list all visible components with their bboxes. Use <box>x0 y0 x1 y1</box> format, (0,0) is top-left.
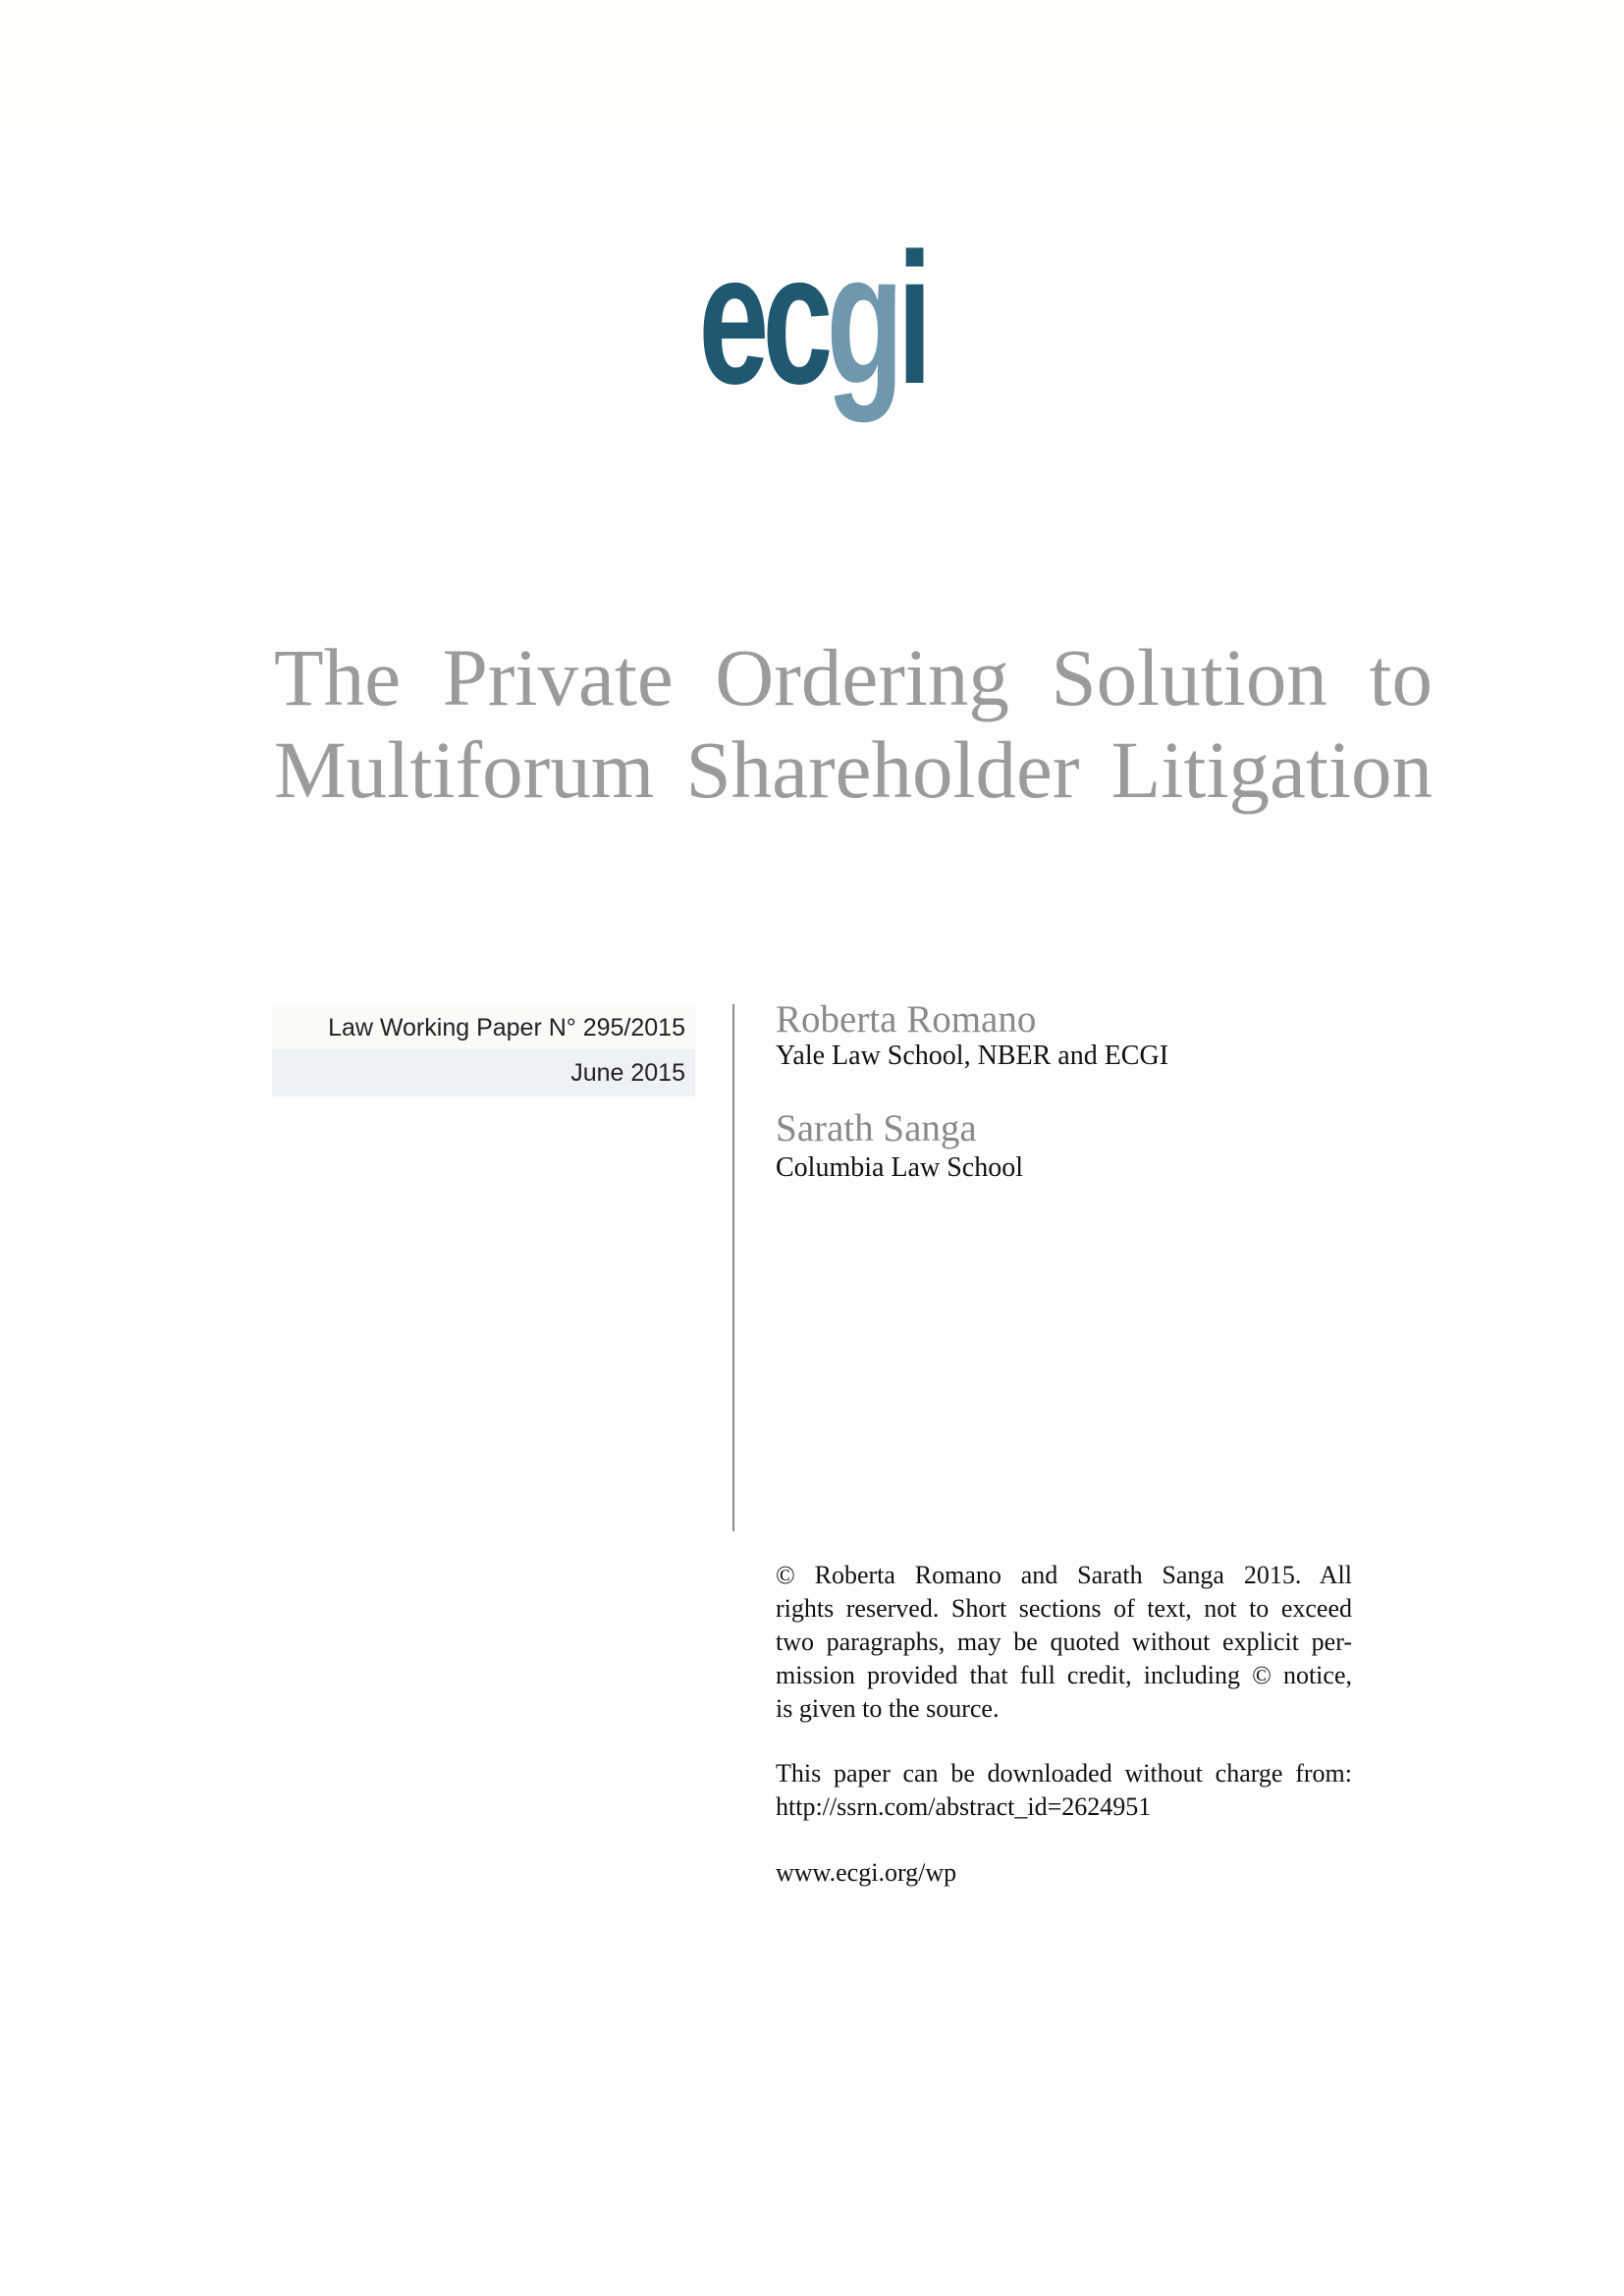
paper-title <box>274 631 1433 816</box>
copyright-line: rights reserved. Short sections of text, not to exceed <box>776 1594 1352 1623</box>
logo-letter-c: c <box>762 215 827 423</box>
ecgi-logo <box>0 215 1624 423</box>
logo-wordmark <box>698 215 926 423</box>
title-line-1: The Private Ordering Solution to <box>274 632 1433 722</box>
copyright-notice <box>776 1559 1352 1726</box>
author-name-1: Roberta Romano <box>776 998 1037 1041</box>
download-text: This paper can be downloaded without charge from: <box>776 1759 1352 1788</box>
website-block <box>776 1856 1352 1890</box>
copyright-line: two paragraphs, may be quoted without explicit per- <box>776 1628 1352 1656</box>
working-paper-number: Law Working Paper N° 295/2015 <box>272 1006 695 1049</box>
copyright-line: mission provided that full credit, including © notice, <box>776 1661 1352 1689</box>
author-affiliation-1: Yale Law School, NBER and ECGI <box>776 1041 1169 1071</box>
author-affiliation-2: Columbia Law School <box>776 1152 1023 1183</box>
ssrn-link[interactable]: http://ssrn.com/abstract_id=2624951 <box>776 1792 1152 1821</box>
series-info-box <box>272 1006 695 1096</box>
publication-date: June 2015 <box>272 1049 695 1096</box>
ecgi-website-link[interactable]: www.ecgi.org/wp <box>776 1858 957 1887</box>
vertical-rule <box>732 1004 734 1531</box>
logo-letter-i: i <box>896 215 926 423</box>
copyright-line: © Roberta Romano and Sarath Sanga 2015. All <box>776 1561 1352 1589</box>
author-name-2: Sarath Sanga <box>776 1107 977 1149</box>
copyright-line: is given to the source. <box>776 1694 1000 1723</box>
logo-letter-g: g <box>826 215 897 423</box>
logo-letter-e: e <box>698 215 763 423</box>
title-line-2: Multiforum Shareholder Litigation <box>274 724 1433 815</box>
download-notice <box>776 1757 1352 1824</box>
